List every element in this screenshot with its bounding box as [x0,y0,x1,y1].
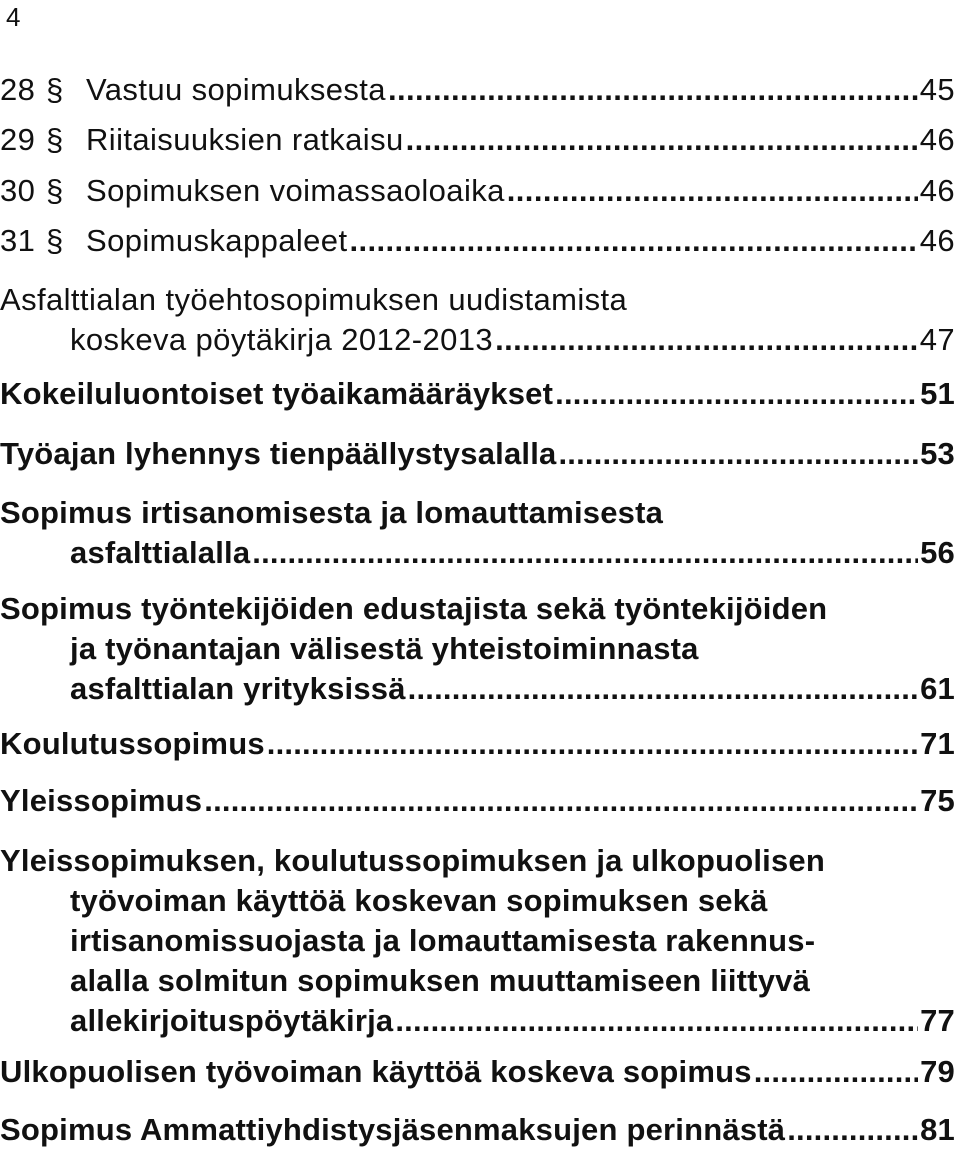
toc-title-line: asfalttialalla [70,535,251,570]
toc-entry[interactable] [0,1052,955,1092]
toc-page-number: 53 [920,436,955,471]
toc-entry[interactable] [0,120,955,160]
toc-entry[interactable] [0,434,955,474]
section-number: 31 [0,223,36,258]
toc-page-number: 75 [920,783,955,818]
section-number: 28 [0,72,36,107]
toc-entry[interactable] [0,493,955,573]
toc-page-number: 79 [920,1054,955,1089]
toc-title-line: allekirjoituspöytäkirja [70,1003,394,1038]
dot-leader [558,434,918,474]
dot-leader [204,781,918,821]
toc-title: Ulkopuolisen työvoiman käyttöä koskeva sopimus [0,1054,752,1089]
toc-entry[interactable] [0,70,955,110]
toc-entry[interactable] [0,221,955,261]
toc-title-line: alalla solmitun sopimuksen muuttamiseen liittyvä [70,963,811,998]
dot-leader [395,1001,918,1041]
toc-page-number: 77 [920,1003,955,1038]
toc-title-line: koskeva pöytäkirja 2012-2013 [70,322,494,357]
toc-title: Sopimus Ammattiyhdistysjäsenmaksujen perinnästä [0,1112,786,1147]
toc-title: Kokeiluluontoiset työaikamääräykset [0,376,554,411]
toc-page-number: 81 [920,1112,955,1147]
toc-page-number: 71 [920,726,955,761]
dot-leader [507,171,918,211]
section-sign: § [46,122,64,157]
toc-title: Vastuu sopimuksesta [86,72,386,107]
toc-title-line: työvoiman käyttöä koskevan sopimuksen sekä [70,883,768,918]
toc-title: Riitaisuuksien ratkaisu [86,122,404,157]
section-sign: § [46,72,64,107]
toc-title-line: asfalttialan yrityksissä [70,671,406,706]
dot-leader [388,70,918,110]
toc-title-line: Sopimus työntekijöiden edustajista sekä työntekijöiden [0,591,828,626]
toc-page-number: 47 [919,322,955,357]
toc-page-number: 46 [919,173,955,208]
toc-entry[interactable] [0,280,955,360]
dot-leader [787,1110,918,1150]
toc-page-number: 45 [919,72,955,107]
toc-title-line: Sopimus irtisanomisesta ja lomauttamisesta [0,495,664,530]
toc-entry[interactable] [0,1110,955,1150]
toc-entry[interactable] [0,724,955,764]
dot-leader [754,1052,918,1092]
section-number: 29 [0,122,36,157]
toc-title-line: Asfalttialan työehtosopimuksen uudistamista [0,282,628,317]
section-sign: § [46,173,64,208]
toc-entry[interactable] [0,841,955,1041]
section-sign: § [46,223,64,258]
toc-title-line: irtisanomissuojasta ja lomauttamisesta rakennus- [70,923,816,958]
toc-entry[interactable] [0,781,955,821]
toc-title: Koulutussopimus [0,726,265,761]
dot-leader [252,533,918,573]
toc-title: Työajan lyhennys tienpäällystysalalla [0,436,557,471]
dot-leader [555,374,918,414]
section-number: 30 [0,173,36,208]
toc-title: Sopimuskappaleet [86,223,348,258]
dot-leader [406,120,918,160]
toc-title: Sopimuksen voimassaoloaika [86,173,505,208]
page-number: 4 [6,2,21,32]
toc-page-number: 51 [920,376,955,411]
toc-title-line: ja työnantajan välisestä yhteistoiminnasta [70,631,699,666]
toc-page-number: 61 [920,671,955,706]
toc-page-number: 46 [919,223,955,258]
toc-entry[interactable] [0,589,955,709]
dot-leader [349,221,917,261]
toc-entry[interactable] [0,171,955,211]
toc-title: Yleissopimus [0,783,203,818]
toc-title-line: Yleissopimuksen, koulutussopimuksen ja ulkopuolisen [0,843,825,878]
toc-page-number: 56 [920,535,955,570]
dot-leader [495,320,918,360]
toc-page-number: 46 [919,122,955,157]
dot-leader [408,669,918,709]
toc-entry[interactable] [0,374,955,414]
dot-leader [267,724,918,764]
